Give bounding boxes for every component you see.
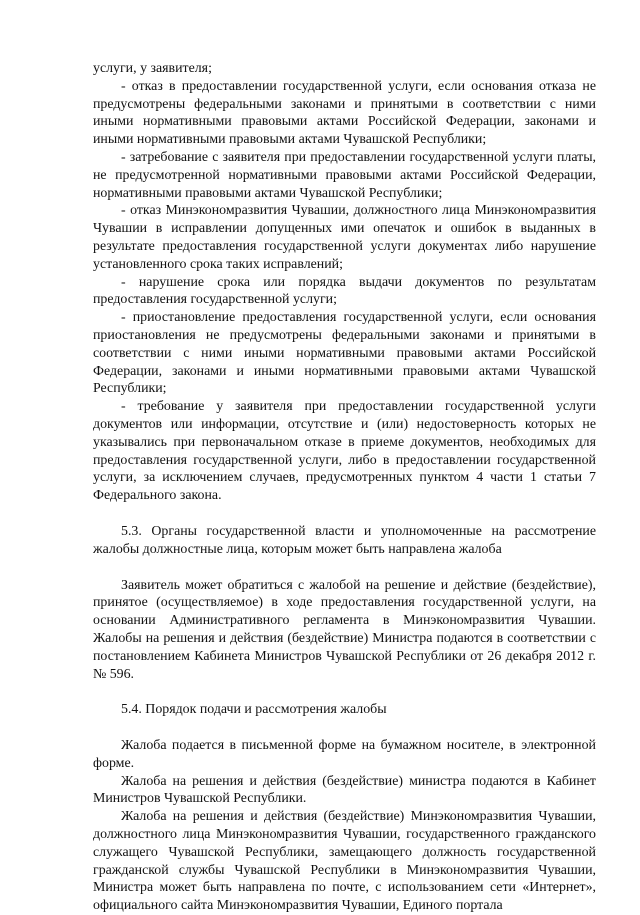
list-item-document-demand: - требование у заявителя при предоставлении государственной услуги документов или информации, отсутствие и (или) недостоверность которых не указывались при первоначальном отказе в приеме документов, необходимых для предоставления государственной услуги, либо в предоставлении государственной услуги, за исключением случаев, предусмотренных пунктом 4 части 1 статьи 7 Федерального закона.	[93, 399, 596, 504]
section-5-3-body: Заявитель может обратиться с жалобой на решение и действие (бездействие), принятое (осуществляемое) в ходе предоставления государственной услуги, на основании Административного регламента в Минэкономразвития Чувашии. Жалобы на решения и действия (бездействие) Министра подаются в соответствии с постановлением Кабинета Министров Чувашской Республики от 26 декабря 2012 г. № 596.	[93, 577, 596, 682]
list-item-fee-demand: - затребование с заявителя при предоставлении государственной услуги платы, не предусмотренной нормативными правовыми актами Российской Федерации, нормативными правовыми актами Чувашской Республики;	[93, 149, 596, 201]
document-page	[93, 60, 596, 915]
list-item-correction-refusal: - отказ Минэкономразвития Чувашии, должностного лица Минэкономразвития Чувашии в исправлении допущенных ими опечаток и ошибок в выданных в результате предоставления государственной услуги документах либо нарушение установленного срока таких исправлений;	[93, 203, 596, 272]
section-5-4-paragraph: Жалоба на решения и действия (бездействие) Минэкономразвития Чувашии, должностного лица Минэкономразвития Чувашии, государственного гражданского служащего Чувашской Республики, замещающего должность государственной гражданской службы Чувашской Республики в Минэкономразвития Чувашии, Министра может быть направлена по почте, с использованием сети «Интернет», официального сайта Минэкономразвития Чувашии, Единого портала	[93, 809, 596, 914]
section-5-4-paragraph: Жалоба на решения и действия (бездействие) министра подаются в Кабинет Министров Чувашской Республики.	[93, 773, 596, 807]
section-5-3-heading: 5.3. Органы государственной власти и уполномоченные на рассмотрение жалобы должностные лица, которым может быть направлена жалоба	[93, 523, 596, 557]
list-item-suspension: - приостановление предоставления государственной услуги, если основания приостановления не предусмотрены федеральными законами и принятыми в соответствии с ними иными нормативными правовыми актами Российской Федерации, законами и иными нормативными правовыми актами Чувашской Республики;	[93, 310, 596, 397]
list-item-refusal: - отказ в предоставлении государственной услуги, если основания отказа не предусмотрены федеральными законами и принятыми в соответствии с ними иными нормативными правовыми актами Российской Федерации, законами и иными нормативными правовыми актами Чувашской Республики;	[93, 78, 596, 148]
section-5-4-heading: 5.4. Порядок подачи и рассмотрения жалобы	[121, 702, 387, 718]
paragraph-continuation: услуги, у заявителя;	[93, 61, 212, 76]
section-5-4-paragraph: Жалоба подается в письменной форме на бумажном носителе, в электронной форме.	[93, 738, 596, 771]
list-item-deadline-violation: - нарушение срока или порядка выдачи документов по результатам предоставления государственной услуги;	[93, 274, 596, 308]
